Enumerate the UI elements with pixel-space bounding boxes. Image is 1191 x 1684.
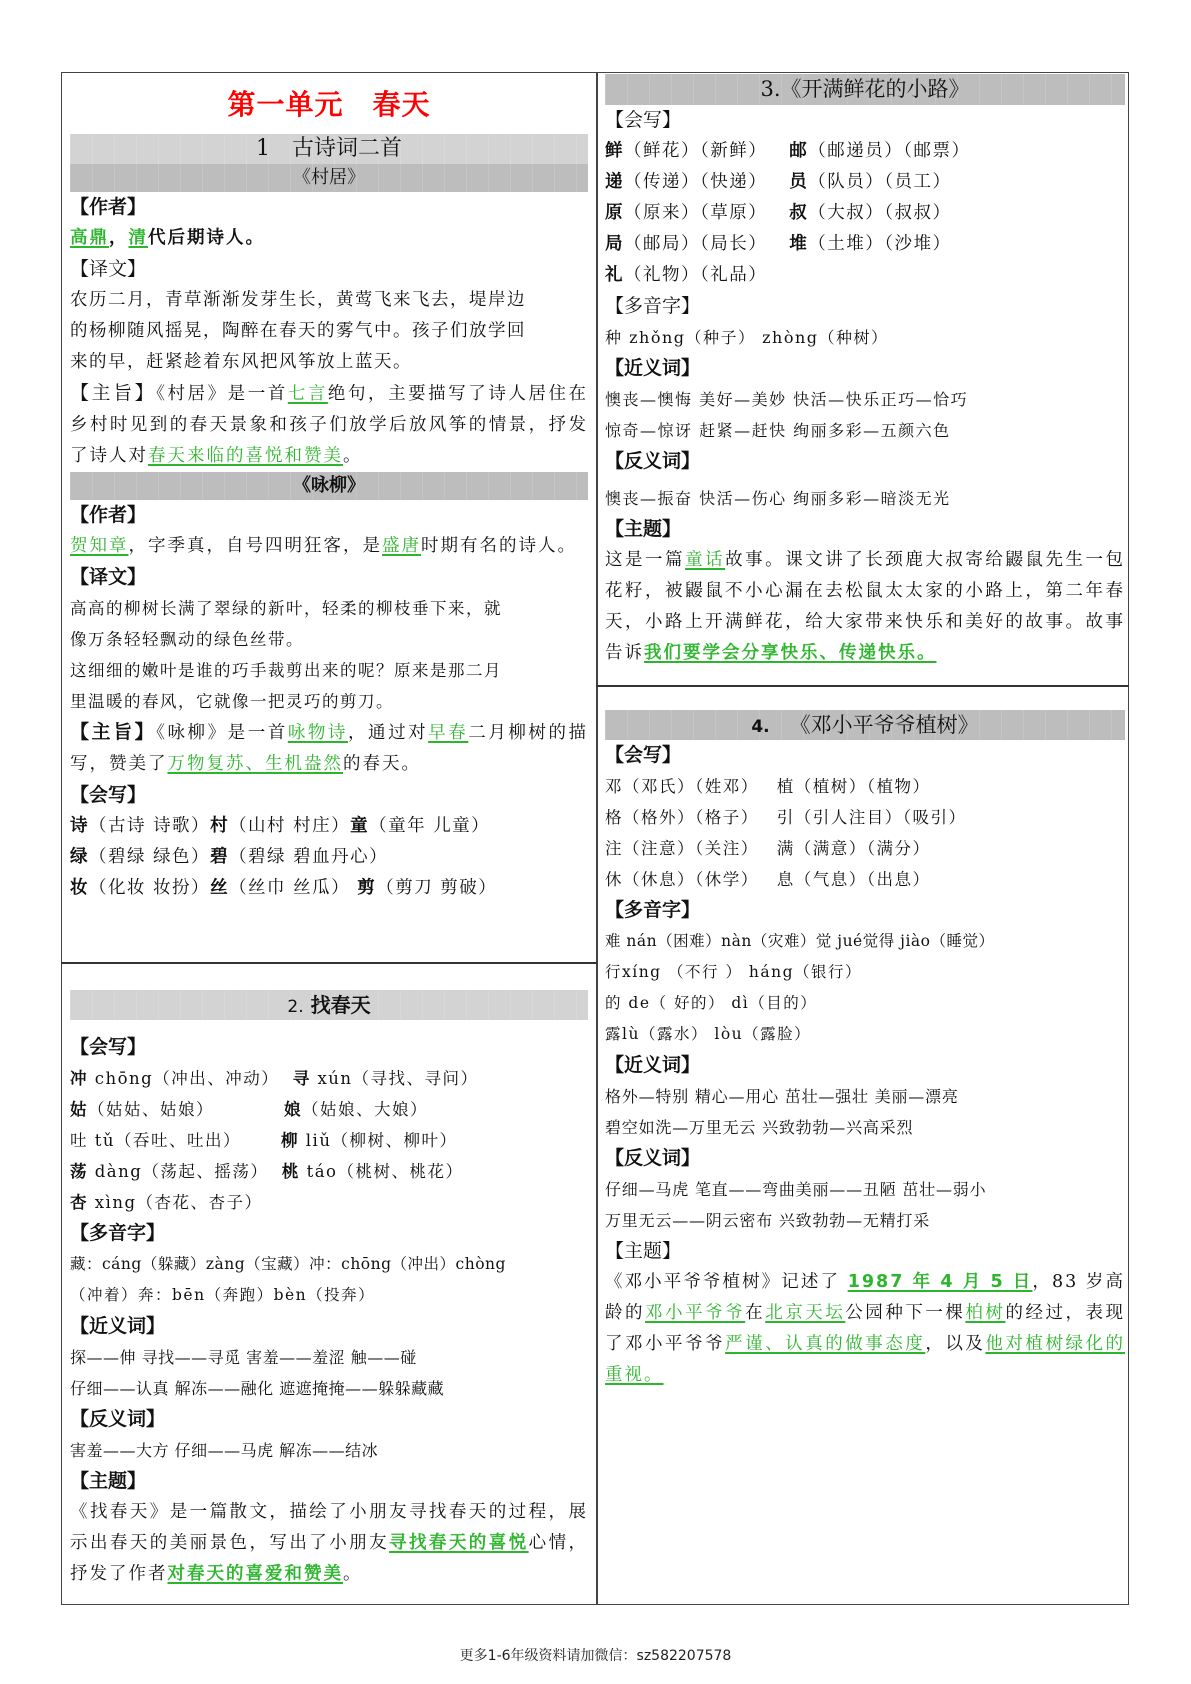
synonym-line: 懊丧—懊悔 美好—美妙 快活—快乐正巧—恰巧 — [605, 390, 969, 409]
lesson2-write-label: 【会写】 — [70, 1036, 147, 1058]
synonym-line: 探——伸 寻找——寻觅 害羞——羞涩 触——碰 — [70, 1348, 417, 1367]
lesson3-theme: 这是一篇童话故事。课文讲了长颈鹿大叔寄给鼹鼠先生一包花籽，被鼹鼠不小心漏在去松鼠太太家的小路上，第二年春天，小路上开满鲜花，给大家带来快乐和美好的故事。故事告诉我们要学会分享快乐、传递快乐。 — [605, 550, 1126, 663]
synonym-line: 格外—特别 精心—用心 茁壮—强壮 美丽—漂亮 — [605, 1087, 959, 1106]
poem2-translation-label: 【译文】 — [70, 566, 147, 588]
write-row: 格（格外）（格子） 引（引人注目）（吸引） — [605, 808, 967, 827]
poem1-title: 《村居》 — [70, 164, 588, 192]
polyphone-line: 的 de（ 好的） dì（目的） — [605, 994, 818, 1012]
poem2-translation-line: 里温暖的春风，它就像一把灵巧的剪刀。 — [70, 692, 394, 711]
lesson2-synonym-label: 【近义词】 — [70, 1315, 166, 1337]
lesson4-synonym-label: 【近义词】 — [605, 1054, 701, 1076]
left-column — [70, 76, 588, 904]
lesson4-section — [605, 710, 1125, 1391]
lesson2-section — [70, 990, 588, 1590]
poem1-translation-line: 农历二月，青草渐渐发芽生长，黄莺飞来飞去，堤岸边 — [70, 290, 526, 310]
lesson3-write-label: 【会写】 — [605, 109, 682, 131]
write-row: 杏 xìng（杏花、杏子） — [70, 1193, 263, 1212]
polyphone-line: 种 zhǒng（种子） zhòng（种树） — [605, 328, 889, 347]
left-section-divider — [61, 962, 597, 964]
antonym-line: 仔细—马虎 笔直——弯曲美丽——丑陋 茁壮—弱小 — [605, 1180, 987, 1199]
poem2-write-label: 【会写】 — [70, 784, 147, 806]
write-row: 吐 tǔ（吞吐、吐出） 柳 liǔ（柳树、柳叶） — [70, 1131, 458, 1150]
poem1-translation-line: 来的早，赶紧趁着东风把风筝放上蓝天。 — [70, 352, 412, 372]
lesson3-polyphone-label: 【多音字】 — [605, 295, 701, 317]
poem2-translation-line: 像万条轻轻飘动的绿色丝带。 — [70, 630, 304, 649]
poem2-theme: 【主旨】《咏柳》是一首咏物诗，通过对早春二月柳树的描写，赞美了万物复苏、生机盎然的春天。 — [70, 721, 589, 774]
polyphone-line: （冲着）奔：bēn（奔跑）bèn（投奔） — [70, 1286, 376, 1304]
polyphone-line: 藏：cáng（躲藏）zàng（宝藏）冲：chōng（冲出）chòng — [70, 1255, 506, 1273]
lesson4-title: 4. 《邓小平爷爷植树》 — [605, 710, 1125, 740]
write-row: 姑（姑姑、姑娘） 娘（姑娘、大娘） — [70, 1100, 428, 1119]
synonym-line: 惊奇—惊讶 赶紧—赶快 绚丽多彩—五颜六色 — [605, 421, 951, 440]
poem2-author: 贺知章，字季真，自号四明狂客，是盛唐时期有名的诗人。 — [70, 536, 577, 556]
lesson4-theme-label: 【主题】 — [605, 1240, 682, 1262]
lesson2-theme-label: 【主题】 — [70, 1470, 147, 1492]
write-row: 递（传递）（快递） 员（队员）（员工） — [605, 172, 952, 192]
lesson4-write-label: 【会写】 — [605, 744, 682, 766]
synonym-line: 碧空如洗—万里无云 兴致勃勃—兴高采烈 — [605, 1118, 914, 1137]
lesson4-polyphone-label: 【多音字】 — [605, 899, 701, 921]
polyphone-line: 难 nán（困难）nàn（灾难）觉 jué觉得 jiào（睡觉） — [605, 932, 995, 950]
write-row: 诗（古诗 诗歌）村（山村 村庄）童（童年 儿童） — [70, 816, 491, 836]
footer-note: 更多1-6年级资料请加微信：sz582207578 — [459, 1648, 732, 1664]
author-name: 高鼎 — [70, 228, 109, 248]
poem1-theme: 【主旨】《村居》是一首七言绝句，主要描写了诗人居住在乡村时见到的春天景象和孩子们放学后放风筝的情景，抒发了诗人对春天来临的喜悦和赞美。 — [70, 382, 589, 466]
author-dynasty: 清 — [128, 228, 148, 248]
poem1-translation-label: 【译文】 — [70, 258, 147, 280]
write-row: 冲 chōng（冲出、冲动） 寻 xún（寻找、寻问） — [70, 1069, 479, 1088]
lesson4-antonym-label: 【反义词】 — [605, 1147, 701, 1169]
antonym-line: 万里无云——阴云密布 兴致勃勃—无精打采 — [605, 1211, 931, 1230]
lesson3-theme-label: 【主题】 — [605, 518, 682, 540]
antonym-line: 懊丧—振奋 快活—伤心 绚丽多彩—暗淡无光 — [605, 489, 951, 508]
lesson3-title: 3.《开满鲜花的小路》 — [605, 74, 1125, 105]
write-row: 局（邮局）（局长） 堆（土堆）（沙堆） — [605, 234, 952, 254]
lesson2-title: 2. 找春天 — [70, 990, 588, 1020]
poem2-title: 《咏柳》 — [70, 472, 588, 500]
lesson2-polyphone-label: 【多音字】 — [70, 1222, 166, 1244]
poem2-translation-line: 这细细的嫩叶是谁的巧手裁剪出来的呢？原来是那二月 — [70, 661, 502, 680]
antonym-line: 害羞——大方 仔细——马虎 解冻——结冰 — [70, 1441, 379, 1460]
poem2-author-label: 【作者】 — [70, 504, 147, 526]
write-row: 绿（碧绿 绿色）碧（碧绿 碧血丹心） — [70, 847, 389, 867]
write-row: 礼（礼物）（礼品） — [605, 265, 768, 285]
lesson1-title: 1 古诗词二首 — [70, 134, 588, 164]
lesson3-synonym-label: 【近义词】 — [605, 357, 701, 379]
poem2-translation-line: 高高的柳树长满了翠绿的新叶，轻柔的柳枝垂下来，就 — [70, 599, 502, 618]
column-divider — [596, 72, 598, 1605]
write-row: 原（原来）（草原） 叔（大叔）（叔叔） — [605, 203, 952, 223]
synonym-line: 仔细——认真 解冻——融化 遮遮掩掩——躲躲藏藏 — [70, 1379, 445, 1398]
lesson2-antonym-label: 【反义词】 — [70, 1408, 166, 1430]
poem1-author: 高鼎，清代后期诗人。 — [70, 228, 265, 248]
right-section-divider — [596, 685, 1129, 687]
write-row: 邓（邓氏）（姓邓） 植（植树）（植物） — [605, 777, 931, 796]
polyphone-line: 露lù（露水） lòu（露脸） — [605, 1025, 812, 1043]
unit-title: 第一单元 春天 — [227, 88, 431, 121]
write-row: 休（休息）（休学） 息（气息）（出息） — [605, 870, 931, 889]
lesson4-theme: 《邓小平爷爷植树》记述了 1987 年 4 月 5 日，83 岁高龄的邓小平爷爷在北京天坛公园种下一棵柏树的经过，表现了邓小平爷爷严谨、认真的做事态度，以及他对植树绿化的重视。 — [605, 1272, 1126, 1385]
lesson2-theme: 《找春天》是一篇散文，描绘了小朋友寻找春天的过程，展示出春天的美丽景色，写出了小朋友寻找春天的喜悦心情，抒发了作者对春天的喜爱和赞美。 — [70, 1502, 589, 1584]
write-row: 鲜（鲜花）（新鲜） 邮（邮递员）（邮票） — [605, 141, 971, 161]
write-row: 荡 dàng（荡起、摇荡） 桃 táo（桃树、桃花） — [70, 1162, 464, 1181]
lesson3-antonym-label: 【反义词】 — [605, 450, 701, 472]
lesson3-section — [605, 74, 1125, 669]
poem1-author-label: 【作者】 — [70, 196, 147, 218]
poem1-translation-line: 的杨柳随风摇晃，陶醉在春天的雾气中。孩子们放学回 — [70, 321, 526, 341]
polyphone-line: 行xíng （不行 ） háng（银行） — [605, 963, 863, 981]
write-row: 注（注意）（关注） 满（满意）（满分） — [605, 839, 931, 858]
write-row: 妆（化妆 妆扮）丝（丝巾 丝瓜） 剪（剪刀 剪破） — [70, 878, 498, 898]
